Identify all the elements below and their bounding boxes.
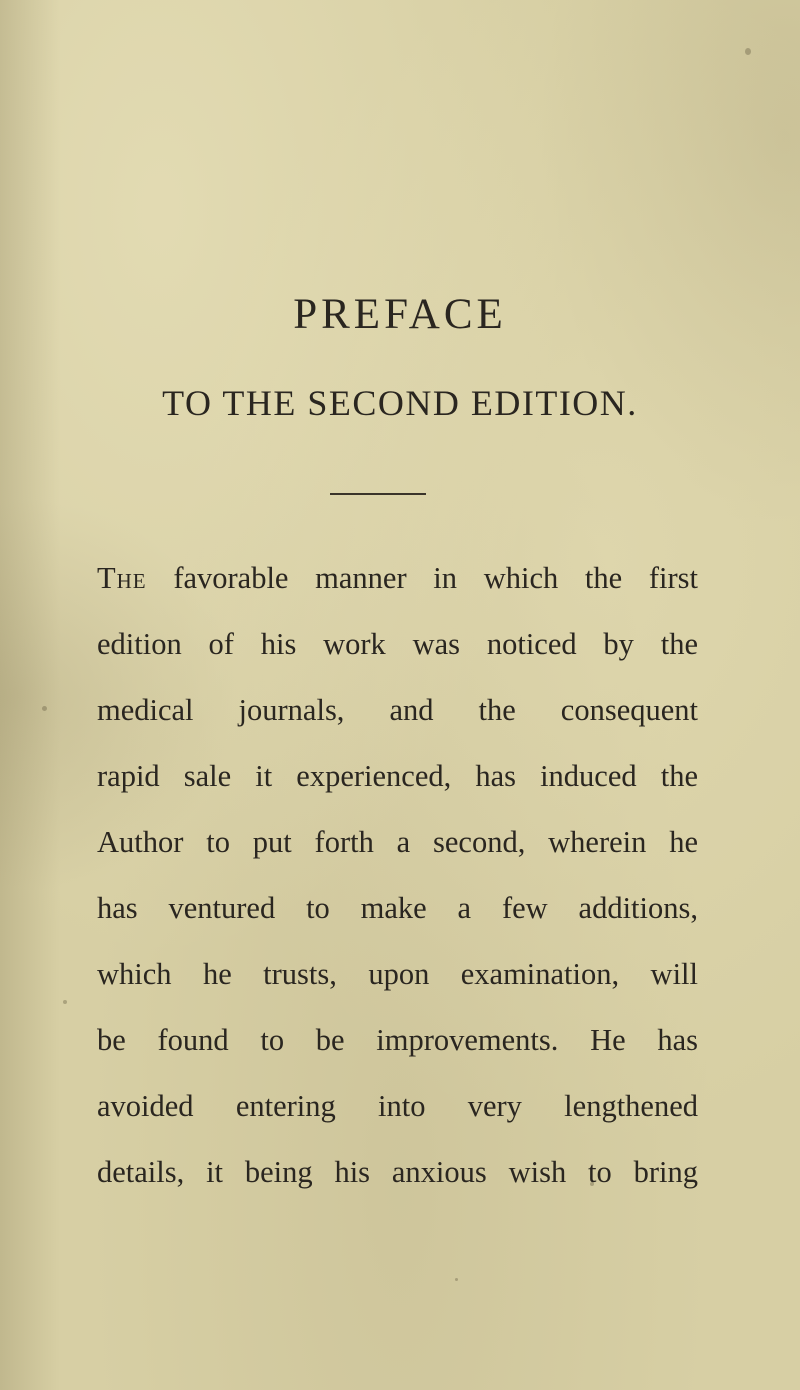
text-line-rest: favorable manner in which the first [173, 561, 698, 595]
text-line: medical journals, and the consequent [97, 693, 698, 727]
text-line: edition of his work was noticed by the [97, 627, 698, 661]
text-line: details, it being his anxious wish to bring [97, 1155, 698, 1189]
paper-speck [455, 1278, 458, 1281]
page-subtitle: TO THE SECOND EDITION. [162, 383, 638, 423]
text-line [97, 545, 698, 611]
text-line: has ventured to make a few additions, [97, 891, 698, 925]
page-edge-shadow [0, 0, 60, 1390]
preface-paragraph [97, 545, 698, 1205]
text-line: which he trusts, upon examination, will [97, 957, 698, 991]
lead-word: The [97, 561, 147, 595]
text-line: rapid sale it experienced, has induced the [97, 759, 698, 793]
text-line: be found to be improvements. He has [97, 1023, 698, 1057]
page-title: PREFACE [293, 291, 507, 338]
text-line: Author to put forth a second, wherein he [97, 825, 698, 859]
text-line: avoided entering into very lengthened [97, 1089, 698, 1123]
paper-speck [63, 1000, 67, 1004]
divider-rule [330, 493, 426, 495]
paper-speck [745, 48, 751, 55]
paper-speck [42, 706, 47, 711]
